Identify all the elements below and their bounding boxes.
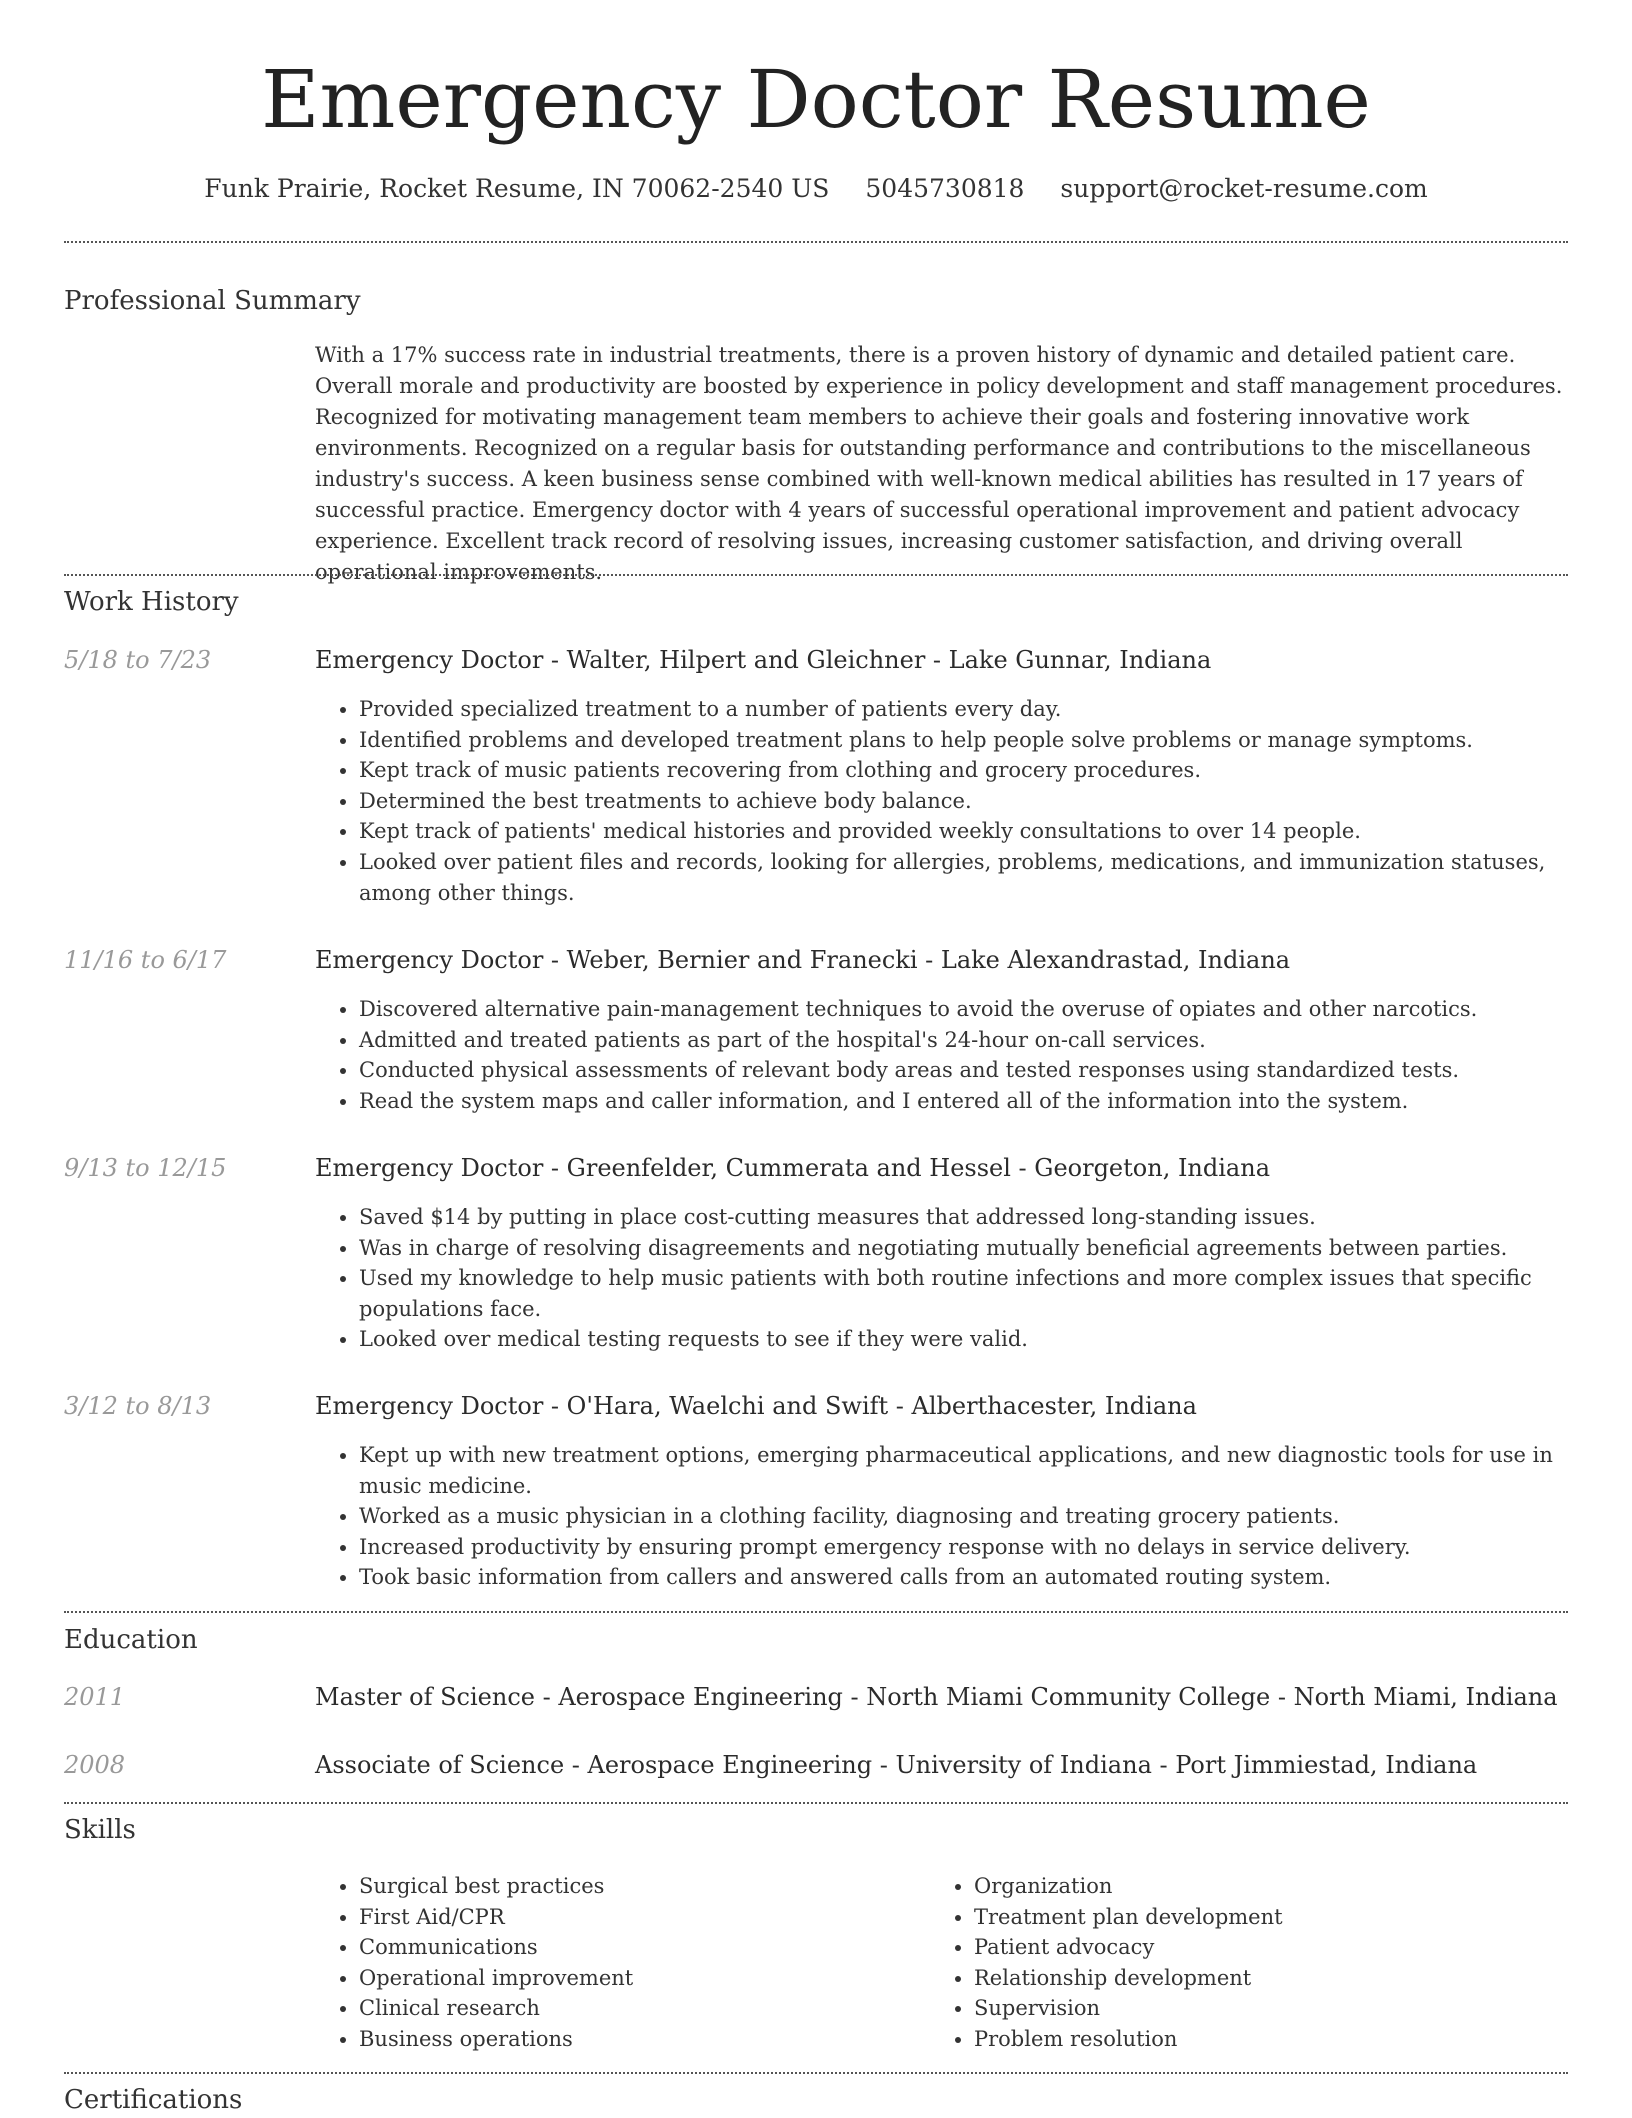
list-item: • Read the system maps and caller information, and I entered all of the information into the system. [359, 1086, 1568, 1117]
skill-item: • First Aid/CPR [359, 1902, 915, 1933]
list-item: • Was in charge of resolving disagreements and negotiating mutually beneficial agreements between parties. [359, 1233, 1568, 1264]
education-year: 2008 [64, 1751, 126, 1779]
section-title-work: Work History [64, 587, 239, 617]
job-heading: Emergency Doctor - O'Hara, Waelchi and Swift - Alberthacester, Indiana [315, 1392, 1197, 1420]
list-item: • Worked as a music physician in a clothing facility, diagnosing and treating grocery patients. [359, 1501, 1568, 1532]
job-heading: Emergency Doctor - Walter, Hilpert and Gleichner - Lake Gunnar, Indiana [315, 646, 1212, 674]
job-bullets [315, 1202, 1568, 1355]
list-item: • Used my knowledge to help music patients with both routine infections and more complex issues that specific populations face. [359, 1263, 1568, 1324]
list-item: • Saved $14 by putting in place cost-cutting measures that addressed long-standing issues. [359, 1202, 1568, 1233]
list-item: • Provided specialized treatment to a number of patients every day. [359, 694, 1568, 725]
contact-address: Funk Prairie, Rocket Resume, IN 70062-2540 US [204, 174, 830, 203]
list-item: • Conducted physical assessments of relevant body areas and tested responses using standardized tests. [359, 1055, 1568, 1086]
list-item: • Kept track of patients' medical histories and provided weekly consultations to over 14 people. [359, 816, 1568, 847]
section-title-certifications: Certifications [64, 2085, 243, 2115]
skills-list-right [930, 1871, 1530, 2055]
skill-item: • Patient advocacy [974, 1932, 1530, 1963]
resume-title: Emergency Doctor Resume [261, 53, 1371, 146]
skill-item: • Clinical research [359, 1993, 915, 2024]
section-title-skills: Skills [64, 1815, 136, 1845]
list-item: • Took basic information from callers and answered calls from an automated routing system. [359, 1562, 1568, 1593]
job-heading: Emergency Doctor - Weber, Bernier and Franecki - Lake Alexandrastad, Indiana [315, 946, 1291, 974]
skill-item: • Treatment plan development [974, 1902, 1530, 1933]
skill-item: • Operational improvement [359, 1963, 915, 1994]
list-item: • Admitted and treated patients as part of the hospital's 24-hour on-call services. [359, 1025, 1568, 1056]
skill-item: • Problem resolution [974, 2024, 1530, 2055]
list-item: • Increased productivity by ensuring prompt emergency response with no delays in service delivery. [359, 1532, 1568, 1563]
list-item: • Identified problems and developed treatment plans to help people solve problems or manage symptoms. [359, 725, 1568, 756]
divider [64, 1611, 1568, 1613]
job-bullets [315, 994, 1568, 1116]
skill-item: • Organization [974, 1871, 1530, 1902]
divider [64, 2072, 1568, 2074]
list-item: • Kept up with new treatment options, emerging pharmaceutical applications, and new diagnostic tools for use in music medicine. [359, 1440, 1568, 1501]
list-item: • Kept track of music patients recovering from clothing and grocery procedures. [359, 755, 1568, 786]
skill-item: • Business operations [359, 2024, 915, 2055]
contact-line [64, 170, 1568, 208]
skill-item: • Communications [359, 1932, 915, 1963]
list-item: • Discovered alternative pain-management techniques to avoid the overuse of opiates and other narcotics. [359, 994, 1568, 1025]
section-title-summary: Professional Summary [64, 286, 361, 316]
divider [64, 241, 1568, 243]
divider [64, 1802, 1568, 1804]
list-item: • Determined the best treatments to achieve body balance. [359, 786, 1568, 817]
job-bullets [315, 1440, 1568, 1593]
education-year: 2011 [64, 1683, 126, 1711]
job-dates: 3/12 to 8/13 [64, 1392, 212, 1420]
contact-email: support@rocket-resume.com [1060, 174, 1428, 203]
education-heading: Master of Science - Aerospace Engineering - North Miami Community College - North Miami, Indiana [315, 1683, 1558, 1711]
skill-item: • Surgical best practices [359, 1871, 915, 1902]
job-dates: 11/16 to 6/17 [64, 946, 227, 974]
skill-item: • Supervision [974, 1993, 1530, 2024]
education-heading: Associate of Science - Aerospace Engineering - University of Indiana - Port Jimmiestad, Indiana [315, 1751, 1478, 1779]
job-heading: Emergency Doctor - Greenfelder, Cummerata and Hessel - Georgeton, Indiana [315, 1154, 1270, 1182]
contact-phone: 5045730818 [865, 174, 1025, 203]
list-item: • Looked over medical testing requests to see if they were valid. [359, 1324, 1568, 1355]
skills-list-left [315, 1871, 915, 2055]
summary-text: With a 17% success rate in industrial treatments, there is a proven history of dynamic and detailed patient care. Overall morale and productivity are boosted by experience in policy development and staff management procedures. Recognized for motivating management team members to achieve their goals and fostering innovative work environments. Recognized on a regular basis for outstanding performance and contributions to the miscellaneous industry's success. A keen business sense combined with well-known medical abilities has resulted in 17 years of successful practice. Emergency doctor with 4 years of successful operational improvement and patient advocacy experience. Excellent track record of resolving issues, increasing customer satisfaction, and driving overall operational improvements. [315, 343, 1563, 584]
job-dates: 5/18 to 7/23 [64, 646, 212, 674]
job-bullets [315, 694, 1568, 908]
skill-item: • Relationship development [974, 1963, 1530, 1994]
divider [64, 574, 1568, 576]
job-dates: 9/13 to 12/15 [64, 1154, 227, 1182]
section-title-education: Education [64, 1625, 198, 1655]
list-item: • Looked over patient files and records, looking for allergies, problems, medications, and immunization statuses, among other things. [359, 847, 1568, 908]
